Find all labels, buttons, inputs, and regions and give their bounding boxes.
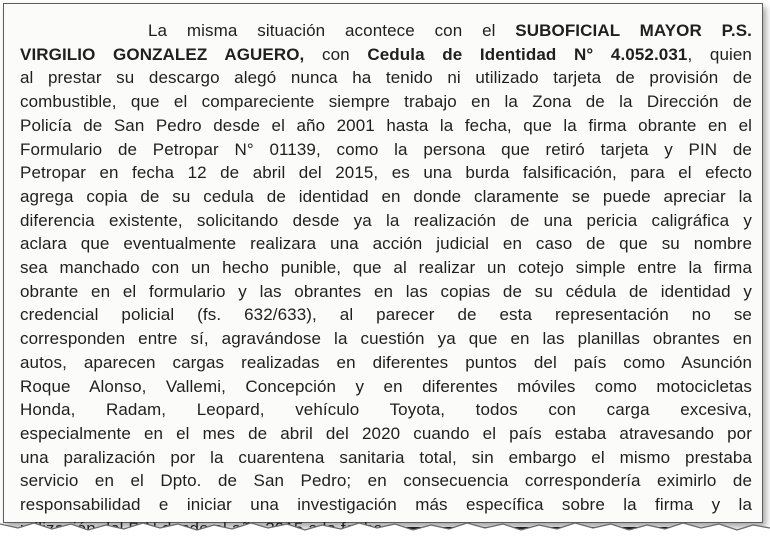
text-run: La misma situación acontece con el: [148, 21, 516, 40]
text-run: , quien: [687, 44, 752, 64]
text-line: [20, 327, 752, 351]
text-run: combustible, que el compareciente siempre trabajo en la Zona de la Dirección de: [20, 92, 752, 112]
text-line: [20, 90, 752, 114]
text-line: [20, 232, 752, 256]
text-line: [20, 422, 752, 446]
text-line: [20, 303, 752, 327]
text-run: Petropar en fecha 12 de abril del 2015, es una burda falsificación, para el efecto: [20, 163, 752, 183]
text-run: Policía de San Pedro desde el año 2001 hasta la fecha, que la firma obrante en el: [20, 115, 752, 135]
text-run: autos, aparecen cargas realizadas en diferentes puntos del país como Asunción: [20, 352, 752, 372]
text-run: con: [304, 44, 368, 64]
bold-text-run: SUBOFICIAL MAYOR P.S.: [515, 21, 752, 40]
torn-paper-edge: [0, 505, 770, 545]
text-run: una paralización por la cuarentena sanitaria total, sin embargo el mismo prestaba: [20, 447, 752, 467]
text-run: sea manchado con un hecho punible, que al realizar un cotejo simple entre la firma: [20, 258, 752, 278]
text-line: [20, 209, 752, 233]
text-run: responsabilidad e iniciar una investigación más específica sobre la firma y la: [20, 495, 752, 515]
document-paragraph: [20, 19, 752, 540]
text-line: [20, 351, 752, 375]
text-line: [20, 280, 752, 304]
text-run: Formulario de Petropar N° 01139, como la persona que retiró tarjeta y PIN de: [20, 139, 752, 159]
document-sheet: [3, 3, 763, 523]
bold-text-run: VIRGILIO GONZALEZ AGUERO,: [20, 44, 305, 64]
text-run: diferencia existente, solicitando desde ya la realización de una pericia caligráfica y: [20, 210, 752, 230]
text-run: credencial policial (fs. 632/633), al parecer de esta representación no se: [20, 305, 752, 325]
bold-text-run: Cedula de Identidad N° 4.052.031: [367, 44, 688, 64]
text-line: [20, 138, 752, 162]
text-run: Roque Alonso, Vallemi, Concepción y en diferentes móviles como motocicletas: [20, 376, 752, 396]
text-run: corresponden entre sí, agravándose la cuestión ya que en las planillas obrantes en: [20, 329, 752, 349]
text-line: [20, 398, 752, 422]
text-line: [20, 375, 752, 399]
text-run: obrante en el formulario y las obrantes en las copias de su cédula de identidad y: [20, 281, 752, 301]
text-line: [20, 66, 752, 90]
text-line: [20, 43, 752, 67]
text-run: servicio en el Dpto. de San Pedro; en consecuencia correspondería eximirlo de: [20, 471, 752, 491]
text-run: al prestar su descargo alegó nunca ha tenido ni utilizado tarjeta de provisión de: [20, 68, 752, 88]
text-run: agrega copia de su cedula de identidad en donde claramente se puede apreciar la: [20, 186, 752, 206]
text-run: aclara que eventualmente realizara una acción judicial en caso de que su nombre: [20, 234, 752, 254]
text-line: [20, 469, 752, 493]
text-line: [20, 256, 752, 280]
text-run: Honda, Radam, Leopard, vehículo Toyota, todos con carga excesiva,: [20, 400, 752, 420]
text-line: [20, 185, 752, 209]
text-line: [20, 446, 752, 470]
text-line: [20, 114, 752, 138]
text-line: [20, 19, 752, 43]
text-run: especialmente en el mes de abril del 2020 cuando el país estaba atravesando por: [20, 423, 752, 443]
text-line: [20, 161, 752, 185]
